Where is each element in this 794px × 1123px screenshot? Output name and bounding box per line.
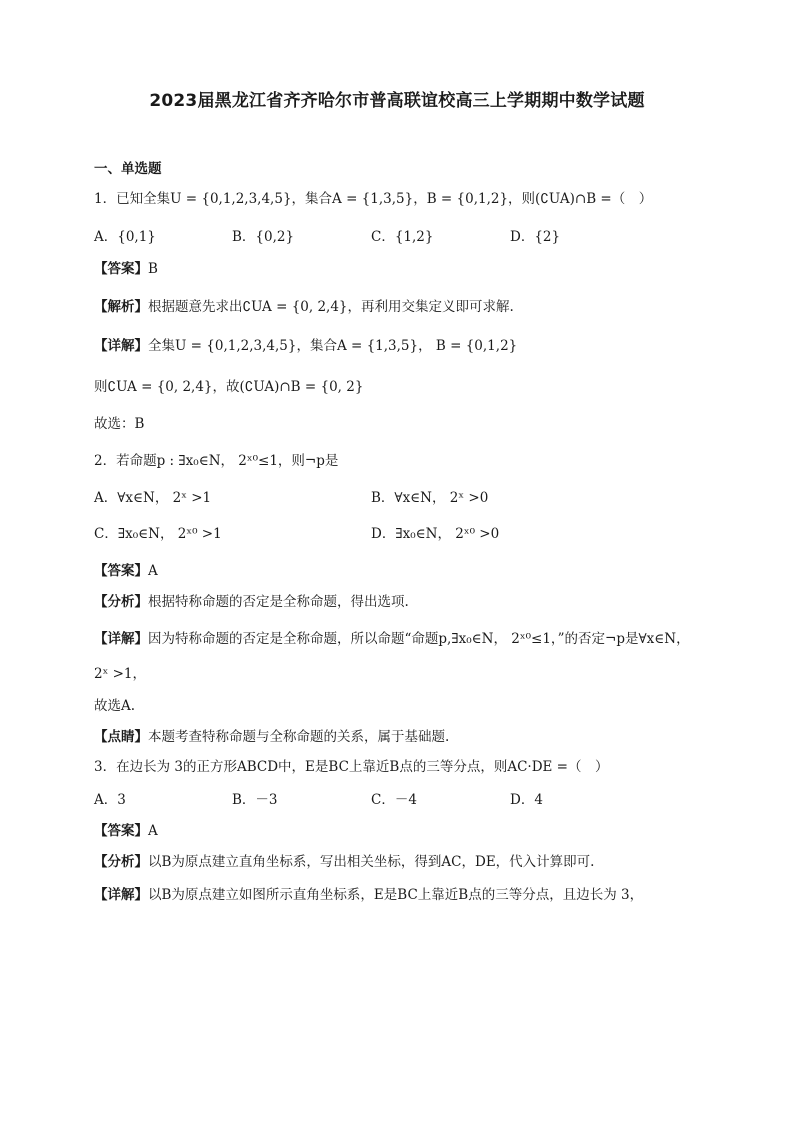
analysis-text: 根据题意先求出∁UA = {0, 2,4}，再利用交集定义即可求解. [148, 299, 514, 315]
fenxi-text: 以B为原点建立直角坐标系，写出相关坐标，得到AC，DE，代入计算即可. [148, 854, 595, 870]
q1-option-a: A．{0,1} [94, 229, 156, 245]
fenxi-tag: 【分析】 [94, 854, 148, 870]
q1-conclusion: 故选：B [94, 416, 145, 432]
q1-analysis [94, 298, 514, 316]
q2-option-c: C．∃x₀∈N， 2ˣ⁰ >1 [94, 526, 222, 542]
q3-option-b: B．－3 [232, 792, 278, 808]
answer-value: B [148, 261, 158, 277]
answer-tag: 【答案】 [94, 563, 148, 579]
analysis-tag: 【解析】 [94, 299, 148, 315]
q1-stem: 1．已知全集U = {0,1,2,3,4,5}，集合A = {1,3,5}，B = {0,1,2}，则(∁UA)∩B =（ ） [94, 191, 653, 207]
q2-fenxi [94, 593, 409, 611]
q3-detail [94, 886, 643, 904]
q1-detail [94, 337, 517, 355]
answer-value: A [148, 563, 158, 579]
q2-option-d: D．∃x₀∈N， 2ˣ⁰ >0 [371, 526, 500, 542]
q2-detail [94, 630, 690, 648]
q1-option-c: C．{1,2} [371, 229, 434, 245]
q1-option-b: B．{0,2} [232, 229, 295, 245]
answer-tag: 【答案】 [94, 823, 148, 839]
fenxi-text: 根据特称命题的否定是全称命题，得出选项. [148, 594, 409, 610]
q2-option-b: B．∀x∈N， 2ˣ >0 [371, 490, 489, 506]
detail-tag: 【详解】 [94, 887, 148, 903]
q2-option-a: A．∀x∈N， 2ˣ >1 [94, 490, 212, 506]
q1-detail-line-2: 则∁UA = {0, 2,4}，故(∁UA)∩B = {0, 2} [94, 379, 364, 395]
detail-text: 因为特称命题的否定是全称命题，所以命题“命题p,∃x₀∈N， 2ˣ⁰≤1，”的否定¬p是∀x∈N， [148, 631, 690, 647]
page-title: 2023届黑龙江省齐齐哈尔市普高联谊校高三上学期期中数学试题 [149, 91, 645, 111]
detail-text: 以B为原点建立如图所示直角坐标系，E是BC上靠近B点的三等分点，且边长为 3， [148, 887, 644, 903]
dianjing-text: 本题考查特称命题与全称命题的关系，属于基础题. [148, 729, 450, 745]
q1-option-d: D．{2} [510, 229, 561, 245]
q3-stem: 3．在边长为 3的正方形ABCD中，E是BC上靠近B点的三等分点，则AC·DE =（ ） [94, 759, 609, 775]
q3-option-d: D．4 [510, 792, 543, 808]
detail-text: 全集U = {0,1,2,3,4,5}，集合A = {1,3,5}， B = {0,1,2} [148, 338, 518, 354]
q2-conclusion: 故选A. [94, 698, 136, 714]
answer-value: A [148, 823, 158, 839]
section-heading: 一、单选题 [94, 161, 162, 177]
answer-tag: 【答案】 [94, 261, 148, 277]
detail-tag: 【详解】 [94, 631, 148, 647]
q2-answer [94, 562, 158, 580]
detail-tag: 【详解】 [94, 338, 148, 354]
fenxi-tag: 【分析】 [94, 594, 148, 610]
q3-option-a: A．3 [94, 792, 126, 808]
q2-dianjing [94, 728, 449, 746]
q3-answer [94, 822, 158, 840]
q2-detail-line-2: 2ˣ >1， [94, 666, 147, 682]
dianjing-tag: 【点睛】 [94, 729, 148, 745]
q3-option-c: C．－4 [371, 792, 417, 808]
q3-fenxi [94, 853, 594, 871]
q2-stem: 2．若命题p : ∃x₀∈N， 2ˣ⁰≤1，则¬p是 [94, 453, 339, 469]
q1-answer [94, 260, 158, 278]
